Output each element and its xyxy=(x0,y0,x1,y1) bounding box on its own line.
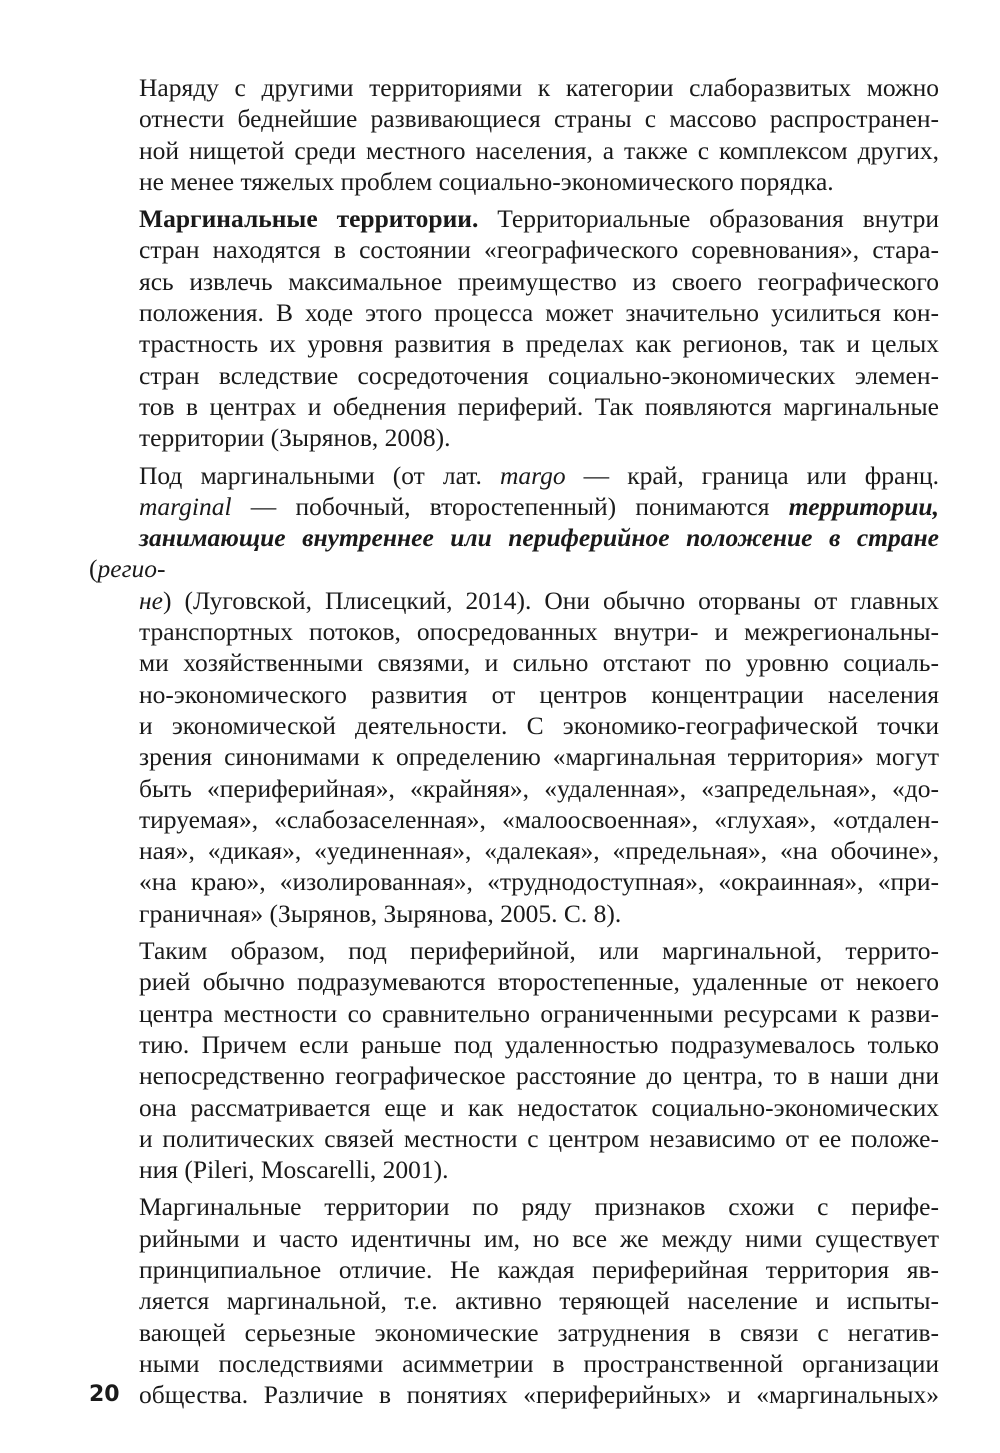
text-line: транспортных потоков, опосредованных внутри- и межрегиональны- xyxy=(139,617,939,647)
text-line: но-экономического развития от центров концентрации населения xyxy=(139,679,939,709)
text-span: ) (Луговской, Плисецкий, 2014). Они обычно оторваны от главных xyxy=(162,585,939,615)
text-line xyxy=(89,491,939,522)
text-line xyxy=(89,522,939,585)
text-line xyxy=(89,460,939,491)
text-line: ния (Pileri, Moscarelli, 2001). xyxy=(139,1155,449,1185)
text-line: отнести беднейшие развивающиеся страны с массово распространен- xyxy=(139,104,939,134)
text-line: и политических связей местности с центром независимо от ее положе- xyxy=(139,1123,939,1153)
definition-emphasis: территории, xyxy=(788,491,939,521)
text-line: стран вследствие сосредоточения социально-экономических элемен- xyxy=(139,360,939,390)
text-span: — побочный, второстепенный) понимаются xyxy=(231,491,789,521)
text-line: тируемая», «слабозаселенная», «малоосвоенная», «глухая», «отдален- xyxy=(139,804,939,834)
page-number: 20 xyxy=(89,1382,120,1407)
text-line: Таким образом, под периферийной, или маргинальной, террито- xyxy=(139,936,939,966)
text-line: ляется маргинальной, т.е. активно теряющей население и испыты- xyxy=(139,1286,939,1316)
text-line: непосредственно географическое расстояние до центра, то в наши дни xyxy=(139,1061,939,1091)
text-line: тов в центрах и обеднения периферий. Так появляются маргинальные xyxy=(139,391,939,421)
text-line: общества. Различие в понятиях «периферийных» и «маргинальных» xyxy=(139,1380,939,1410)
text-line: рией обычно подразумеваются второстепенные, удаленные от некоего xyxy=(139,967,939,997)
text-line: ная», «дикая», «уединенная», «далекая», «предельная», «на обочине», xyxy=(139,836,939,866)
text-line: центра местности со сравнительно ограниченными ресурсами к разви- xyxy=(139,998,939,1028)
latin-term: margo xyxy=(499,460,566,490)
text-line: и экономической деятельности. С экономико-географической точки xyxy=(139,710,939,740)
text-line: зрения синонимами к определению «маргинальная территория» могут xyxy=(139,742,939,772)
text-span: — край, граница или франц. xyxy=(565,460,939,490)
text-line: положения. В ходе этого процесса может значительно усилиться кон- xyxy=(139,298,939,328)
french-term: marginal xyxy=(139,491,232,521)
definition-emphasis: регио- xyxy=(97,554,166,584)
text-line: не менее тяжелых проблем социально-экономического порядка. xyxy=(139,166,834,196)
paragraph-3 xyxy=(89,460,939,929)
text-span: Под маргинальными (от лат. xyxy=(139,460,500,490)
text-line: трастность их уровня развития в пределах как регионов, так и целых xyxy=(139,329,939,359)
text-line: ми хозяйственными связями, и сильно отстают по уровню социаль- xyxy=(139,648,939,678)
text-line: принципиальное отличие. Не каждая периферийная территория яв- xyxy=(139,1254,939,1284)
text-line xyxy=(89,203,939,234)
text-line: Наряду с другими территориями к категории слаборазвитых можно xyxy=(139,73,939,102)
section-heading: Маргинальные территории. xyxy=(139,204,479,234)
definition-emphasis: занимающие внутреннее или периферийное положение в стране xyxy=(139,523,939,553)
paragraph-2 xyxy=(89,203,939,453)
text-line: тию. Причем если раньше под удаленностью подразумевалось только xyxy=(139,1029,939,1059)
text-line: «на краю», «изолированная», «труднодоступная», «окраинная», «при- xyxy=(139,867,939,897)
text-line: вающей серьезные экономические затруднения в связи с негатив- xyxy=(139,1317,939,1347)
text-line: ными последствиями асимметрии в пространственной организации xyxy=(139,1348,939,1378)
paragraph-4 xyxy=(89,935,939,1185)
text-span: Территориальные образования внутри xyxy=(478,204,939,234)
text-line: граничная» (Зырянов, Зырянова, 2005. С. 8). xyxy=(139,898,622,928)
text-line: ясь извлечь максимальное преимущество из своего географического xyxy=(139,266,939,296)
body-text xyxy=(89,72,939,1410)
paragraph-1 xyxy=(89,72,939,197)
text-line: она рассматривается еще и как недостаток социально-экономических xyxy=(139,1092,939,1122)
text-line: рийными и часто идентичны им, но все же между ними существует xyxy=(139,1223,939,1253)
text-line: территории (Зырянов, 2008). xyxy=(139,423,451,453)
text-line: Маргинальные территории по ряду признаков схожи с перифе- xyxy=(139,1192,939,1222)
text-span: ( xyxy=(89,554,98,584)
text-line xyxy=(89,585,939,616)
definition-emphasis: не xyxy=(139,585,163,615)
text-line: быть «периферийная», «крайняя», «удаленная», «запредельная», «до- xyxy=(139,773,939,803)
text-line: стран находятся в состоянии «географического соревнования», стара- xyxy=(139,235,939,265)
paragraph-5 xyxy=(89,1191,939,1410)
text-line: ной нищетой среди местного населения, а также с комплексом других, xyxy=(139,135,939,165)
